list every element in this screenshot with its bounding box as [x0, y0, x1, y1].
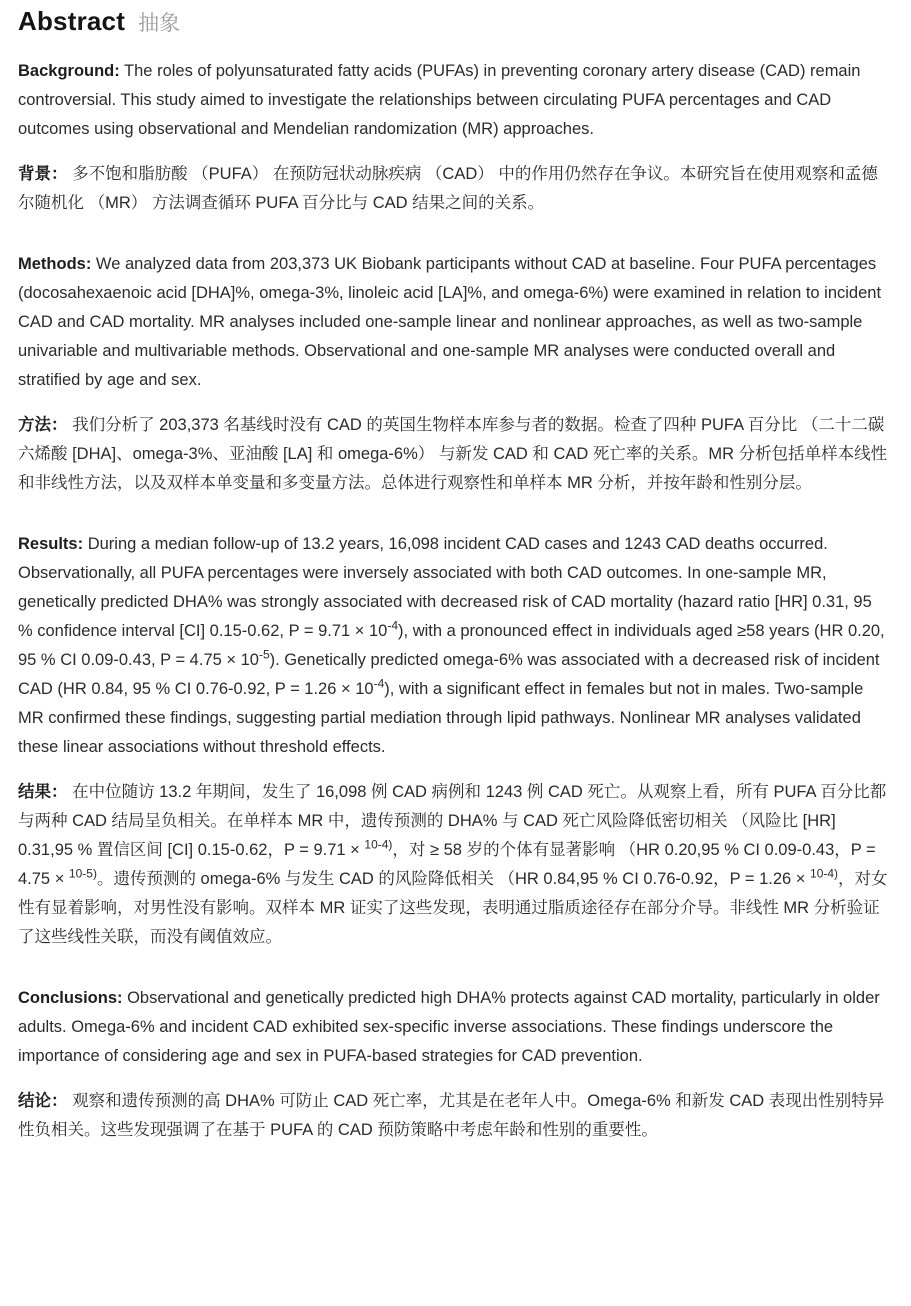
- background-text-chinese: 多不饱和脂肪酸 （PUFA） 在预防冠状动脉疾病 （CAD） 中的作用仍然存在争议。本研究旨在使用观察和孟德尔随机化 （MR） 方法调查循环 PUFA 百分比与 CAD 结果之间的关系。: [18, 165, 878, 212]
- results-text-chinese-part-3: 。遗传预测的 omega-6% 与发生 CAD 的风险降低相关 （HR 0.84,95 % CI 0.76-0.92，P = 1.26 ×: [96, 870, 811, 888]
- section-methods: [18, 250, 891, 498]
- results-paragraph-english: [18, 530, 891, 762]
- results-text-english-part-2: ), with a pronounced effect in individuals aged ≥58 years (HR 0.20, 95 % CI 0.09-0.43, P = 4.75 × 10: [18, 622, 885, 669]
- results-text-chinese-part-1: 在中位随访 13.2 年期间，发生了 16,098 例 CAD 病例和 1243 例 CAD 死亡。从观察上看，所有 PUFA 百分比都与两种 CAD 结局呈负相关。在单样本 MR 中，遗传预测的 DHA% 与 CAD 死亡风险降低密切相关 （风险比 [HR] 0.31,95 % 置信区间 [CI] 0.15-0.62，P = 9.71 ×: [18, 783, 887, 859]
- methods-text-english: We analyzed data from 203,373 UK Biobank participants without CAD at baseline. Four PUFA percentages (docosahexaenoic acid [DHA]%, omega-3%, linoleic acid [LA]%, and omega-6%) were examined in relation to incident CAD and CAD mortality. MR analyses included one-sample linear and nonlinear approaches, as well as two-sample univariable and multivariable methods. Observational and one-sample MR analyses were conducted overall and stratified by age and sex.: [18, 255, 882, 389]
- background-paragraph-chinese: [18, 160, 891, 218]
- methods-text-chinese: 我们分析了 203,373 名基线时没有 CAD 的英国生物样本库参与者的数据。检查了四种 PUFA 百分比 （二十二碳六烯酸 [DHA]、omega-3%、亚油酸 [LA] 和 omega-6%） 与新发 CAD 和 CAD 死亡率的关系。MR 分析包括单样本线性和非线性方法，以及双样本单变量和多变量方法。总体进行观察性和单样本 MR 分析，并按年龄和性别分层。: [18, 416, 888, 492]
- exponent-superscript: -5: [258, 647, 270, 662]
- title-chinese-translation: 抽象: [138, 12, 181, 35]
- results-text-english-part-4: ), with a significant effect in females but not in males. Two-sample MR confirmed these findings, suggesting partial mediation through lipid pathways. Nonlinear MR analyses validated these linear associations without threshold effects.: [18, 680, 864, 756]
- conclusions-paragraph-english: [18, 984, 891, 1071]
- results-text-chinese-part-4: ，对女性有显着影响，对男性没有影响。双样本 MR 证实了这些发现，表明通过脂质途径存在部分介导。非线性 MR 分析验证了这些线性关联，而没有阈值效应。: [18, 870, 888, 946]
- section-background: [18, 57, 891, 218]
- results-text-english-part-1: During a median follow-up of 13.2 years, 16,098 incident CAD cases and 1243 CAD deaths occurred. Observationally, all PUFA percentages were inversely associated with both CAD outcomes. In one-sample MR, genetically predicted DHA% was strongly associated with decreased risk of CAD mortality (hazard ratio [HR] 0.31, 95 % confidence interval [CI] 0.15-0.62, P = 9.71 × 10: [18, 535, 872, 640]
- background-paragraph-english: [18, 57, 891, 144]
- title-english: Abstract: [18, 6, 126, 36]
- background-text-english: The roles of polyunsaturated fatty acids (PUFAs) in preventing coronary artery disease (CAD) remain controversial. This study aimed to investigate the relationships between circulating PUFA percentages and CAD outcomes using observational and Mendelian randomization (MR) approaches.: [18, 62, 861, 138]
- results-text-chinese-part-2: ，对 ≥ 58 岁的个体有显著影响 （HR 0.20,95 % CI 0.09-0.43，P = 4.75 ×: [18, 841, 876, 888]
- results-label-english: Results:: [18, 535, 84, 553]
- results-paragraph-chinese: [18, 778, 891, 952]
- section-conclusions: [18, 984, 891, 1145]
- exponent-superscript: 10-5): [68, 866, 97, 881]
- exponent-superscript: -4: [387, 618, 399, 633]
- background-label-chinese: 背景：: [18, 165, 68, 183]
- conclusions-text-english: Observational and genetically predicted high DHA% protects against CAD mortality, particularly in older adults. Omega-6% and incident CAD exhibited sex-specific inverse associations. These findings underscore the importance of considering age and sex in PUFA-based strategies for CAD prevention.: [18, 989, 880, 1065]
- conclusions-label-english: Conclusions:: [18, 989, 123, 1007]
- conclusions-text-chinese: 观察和遗传预测的高 DHA% 可防止 CAD 死亡率，尤其是在老年人中。Omega-6% 和新发 CAD 表现出性别特异性负相关。这些发现强调了在基于 PUFA 的 CAD 预防策略中考虑年龄和性别的重要性。: [18, 1092, 885, 1139]
- conclusions-paragraph-chinese: [18, 1087, 891, 1145]
- methods-label-chinese: 方法：: [18, 416, 68, 434]
- exponent-superscript: 10-4): [364, 837, 393, 852]
- exponent-superscript: -4: [373, 676, 385, 691]
- methods-paragraph-chinese: [18, 411, 891, 498]
- results-label-chinese: 结果：: [18, 783, 68, 801]
- methods-paragraph-english: [18, 250, 891, 395]
- results-text-english-part-3: ). Genetically predicted omega-6% was associated with a decreased risk of incident CAD (HR 0.84, 95 % CI 0.76-0.92, P = 1.26 × 10: [18, 651, 880, 698]
- exponent-superscript: 10-4): [810, 866, 839, 881]
- section-results: [18, 530, 891, 952]
- conclusions-label-chinese: 结论：: [18, 1092, 68, 1110]
- background-label-english: Background:: [18, 62, 120, 80]
- methods-label-english: Methods:: [18, 255, 92, 273]
- page-title: [18, 6, 891, 37]
